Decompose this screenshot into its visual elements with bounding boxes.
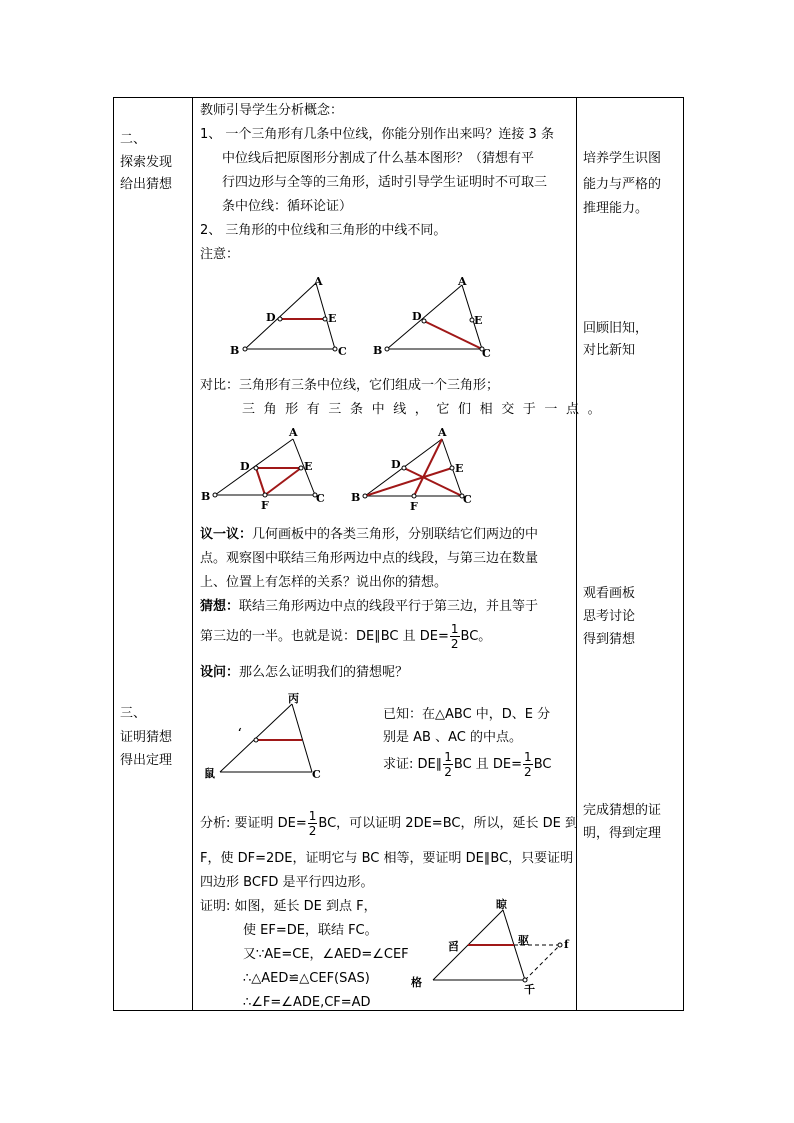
note-3-line1: 观看画板 — [583, 586, 636, 601]
fig6-label-f: f — [564, 938, 569, 951]
analysis-line1 — [200, 806, 578, 842]
fig5-label-left: 鼠 — [204, 767, 215, 780]
prove-den-1: 2 — [444, 765, 452, 779]
prove-text-c: BC — [533, 757, 552, 772]
fig6-label-a: 晾 — [496, 898, 507, 911]
fig2-label-c: C — [482, 347, 491, 360]
fig4-median-af — [414, 439, 442, 496]
analysis-line2: F，使 DF=2DE，证明它与 BC 相等，要证明 DE∥BC，只要证明 — [200, 851, 574, 866]
discuss-text: 几何画板中的各类三角形，分别联结它们两边的中 — [252, 527, 539, 542]
analysis-text-b: BC，可以证明 2DE=BC，所以，延长 DE 到 — [318, 816, 578, 831]
guess-line2 — [200, 620, 491, 654]
fig3-point-e — [299, 466, 303, 470]
fig3-label-b: B — [201, 490, 211, 503]
prove-num-2: 1 — [524, 750, 532, 764]
note-3-line2: 思考讨论 — [583, 609, 636, 624]
section-3-title-line1: 证明猜想 — [120, 730, 173, 745]
prove-den-2: 2 — [524, 765, 532, 779]
ask-label: 设问： — [200, 665, 240, 680]
fig6-label-d: 舀 — [448, 940, 459, 953]
fig2-point-d — [422, 319, 426, 323]
fig3-label-a: A — [289, 426, 298, 439]
discuss-line3: 上、位置上有怎样的关系？说出你的猜想。 — [200, 575, 448, 590]
fig3-point-d — [254, 466, 258, 470]
analysis-den: 2 — [308, 824, 317, 838]
fig4-label-d: D — [391, 458, 401, 471]
figure-proof-setup — [200, 690, 340, 785]
fig4-label-f: F — [410, 500, 418, 513]
prove-num-1: 1 — [444, 750, 452, 764]
note-2-line1: 回顾旧知， — [583, 321, 649, 336]
fig3-midline-df — [256, 468, 265, 495]
fig6-point-f — [558, 943, 562, 947]
fig6-segment-cf — [525, 945, 560, 980]
discuss-line2: 点。观察图中联结三角形两边中点的线段，与第三边在数量 — [200, 551, 539, 566]
note-3-line3: 得到猜想 — [583, 632, 636, 647]
note-1-line2: 能力与严格的 — [583, 177, 662, 192]
fig3-point-b — [213, 493, 217, 497]
fig1-label-b: B — [230, 344, 240, 357]
proof-line4: ∴△AED≌△CEF(SAS) — [243, 971, 370, 986]
fig1-label-d: D — [266, 311, 276, 324]
fig3-label-d: D — [240, 460, 250, 473]
note-4-line2: 明，得到定理 — [583, 826, 662, 841]
item1-line1: 1、 一个三角形有几条中位线，你能分别作出来吗？连接 3 条 — [200, 127, 554, 142]
note-1-line3: 推理能力。 — [583, 201, 649, 216]
section-2-number: 二、 — [120, 132, 147, 147]
guess-label: 猜想： — [200, 599, 240, 614]
fig2-label-e: E — [474, 314, 483, 327]
prove-text-b: BC 且 DE= — [453, 757, 523, 772]
fig4-median-be — [365, 468, 452, 496]
figure-proof-construction — [408, 896, 578, 996]
intro-text: 教师引导学生分析概念： — [200, 103, 344, 118]
fig5-side-ac — [292, 704, 312, 772]
half-den: 2 — [450, 637, 459, 651]
fig3-label-f: F — [261, 499, 269, 512]
fig4-point-b — [363, 494, 367, 498]
fig2-label-d: D — [412, 310, 422, 323]
fig4-point-d — [402, 466, 406, 470]
fig6-label-e: 驱 — [518, 934, 529, 947]
prove-fraction-2 — [523, 750, 533, 779]
prove-fraction-1 — [443, 750, 453, 779]
proof-line3: 又∵AE=CE，∠AED=∠CEF — [243, 947, 409, 962]
proof-line5: ∴∠F=∠ADE,CF=AD — [243, 995, 371, 1010]
prove-text-a: 求证: DE∥ — [383, 757, 443, 772]
proof-line1: 证明: 如图，延长 DE 到点 F， — [200, 899, 377, 914]
item1-line3: 行四边形与全等的三角形，适时引导学生证明时不可取三 — [222, 175, 548, 190]
fig4-label-b: B — [351, 491, 361, 504]
fig2-side-ab — [387, 285, 462, 349]
discuss-line1 — [200, 527, 538, 543]
fig1-label-c: C — [338, 345, 347, 358]
fig4-point-e — [450, 466, 454, 470]
section-3-title-line2: 得出定理 — [120, 753, 173, 768]
known-line1: 已知：在△ABC 中，D、E 分 — [383, 707, 551, 722]
fig5-label-mark: ‘ — [238, 726, 242, 739]
section-3-number: 三、 — [120, 706, 147, 721]
note-label: 注意： — [200, 247, 240, 262]
fig4-label-c: C — [463, 493, 472, 506]
fig1-point-c — [333, 347, 337, 351]
guess-line1 — [200, 599, 538, 615]
fig4-label-a: A — [438, 426, 447, 439]
fig3-point-f — [263, 493, 267, 497]
fig4-label-e: E — [455, 462, 464, 475]
fig2-label-a: A — [458, 275, 467, 288]
ask-text: 那么怎么证明我们的猜想呢？ — [239, 665, 409, 680]
fig1-side-ab — [245, 283, 316, 349]
analysis-num: 1 — [308, 809, 317, 823]
discuss-label: 议一议： — [200, 527, 253, 542]
fig3-label-c: C — [316, 492, 325, 505]
compare-line1: 对比：三角形有三条中位线，它们组成一个三角形； — [200, 378, 500, 393]
fig4-point-f — [412, 494, 416, 498]
fig5-label-c: C — [312, 768, 321, 781]
note-1-line1: 培养学生识图 — [583, 151, 662, 166]
half-fraction — [450, 622, 460, 651]
figure-midline — [228, 275, 348, 360]
analysis-text-a: 分析: 要证明 DE= — [200, 816, 307, 831]
fig1-point-d — [278, 317, 282, 321]
guess-tail: BC。 — [460, 629, 492, 644]
fig1-label-a: A — [314, 275, 323, 288]
fig5-point-d — [254, 738, 258, 742]
note-2-line2: 对比新知 — [583, 343, 636, 358]
analysis-fraction — [308, 809, 318, 838]
fig5-label-top: 丙 — [288, 692, 299, 705]
analysis-line3: 四边形 BCFD 是平行四边形。 — [200, 875, 374, 890]
fig1-point-b — [243, 347, 247, 351]
fig6-label-c: 千 — [524, 983, 535, 996]
fig6-point-c — [523, 978, 527, 982]
fig6-label-b: 格 — [411, 976, 422, 989]
ask-line — [200, 665, 408, 681]
note-4-line1: 完成猜想的证 — [583, 803, 662, 818]
prove-line — [383, 747, 551, 783]
item1-line2: 中位线后把原图形分割成了什么基本图形？（猜想有平 — [222, 151, 535, 166]
fig2-point-b — [385, 347, 389, 351]
figure-three-medians — [350, 423, 480, 511]
fig2-label-b: B — [373, 344, 383, 357]
section-2-title-line1: 探索发现 — [120, 155, 173, 170]
half-num: 1 — [450, 622, 459, 636]
guess-line2-text: 第三边的一半。也就是说：DE∥BC 且 DE= — [200, 629, 449, 644]
fig1-point-e — [323, 317, 327, 321]
col-divider-1 — [192, 97, 193, 1011]
figure-median — [372, 275, 492, 360]
proof-line2: 使 EF=DE，联结 FC。 — [243, 923, 378, 938]
known-line2: 别是 AB 、AC 的中点。 — [383, 730, 522, 745]
fig1-label-e: E — [328, 312, 337, 325]
item1-line4: 条中位线：循环论证） — [222, 199, 353, 214]
fig3-label-e: E — [304, 460, 313, 473]
item2-text: 2、 三角形的中位线和三角形的中线不同。 — [200, 223, 447, 238]
col-divider-2 — [576, 97, 577, 1011]
compare-line2: 三角形有三条中线，它们相交于一点。 — [242, 402, 610, 417]
figure-three-midlines — [200, 425, 330, 513]
fig3-midline-ef — [265, 468, 301, 495]
guess-text: 联结三角形两边中点的线段平行于第三边，并且等于 — [239, 599, 539, 614]
section-2-title-line2: 给出猜想 — [120, 177, 173, 192]
